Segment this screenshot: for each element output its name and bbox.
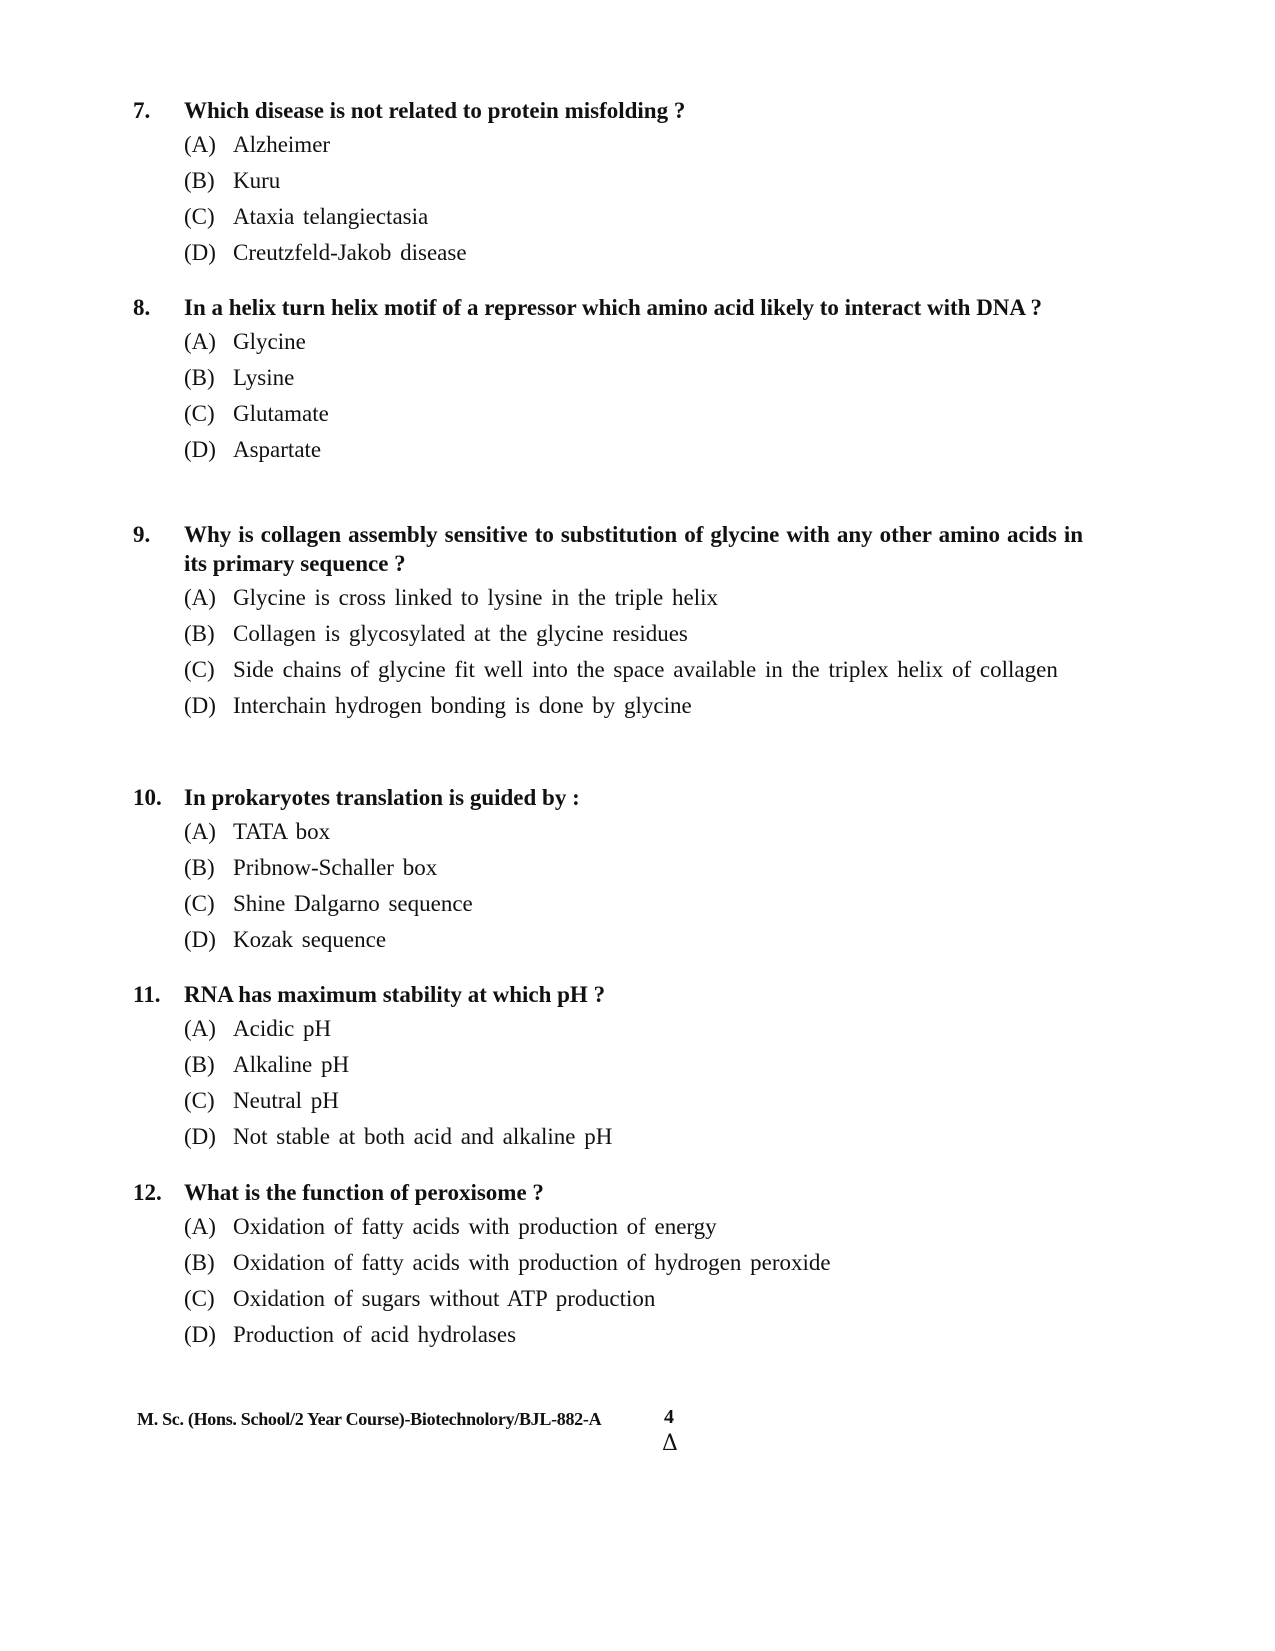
option-text: Side chains of glycine fit well into the space available in the triplex helix of collagen bbox=[233, 657, 1058, 682]
option-c bbox=[184, 399, 1083, 429]
option-text: Oxidation of fatty acids with production of energy bbox=[233, 1214, 717, 1239]
option-a bbox=[184, 817, 1083, 847]
option-d bbox=[184, 435, 1083, 465]
option-text: Oxidation of fatty acids with production of hydrogen peroxide bbox=[233, 1250, 831, 1275]
option-label: (A) bbox=[184, 1016, 216, 1041]
option-label: (D) bbox=[184, 1322, 216, 1347]
question-number: 8. bbox=[133, 295, 151, 320]
question-number: 10. bbox=[133, 785, 162, 810]
option-label: (B) bbox=[184, 168, 215, 193]
option-b bbox=[184, 853, 1083, 883]
question-10 bbox=[133, 783, 1083, 961]
question-number: 11. bbox=[133, 982, 161, 1007]
option-b bbox=[184, 619, 1083, 649]
question-12 bbox=[133, 1178, 1083, 1356]
question-11 bbox=[133, 980, 1083, 1158]
option-label: (A) bbox=[184, 329, 216, 354]
option-text: TATA box bbox=[233, 819, 331, 844]
option-text: Glycine is cross linked to lysine in the triple helix bbox=[233, 585, 719, 610]
option-label: (C) bbox=[184, 657, 215, 682]
option-label: (D) bbox=[184, 927, 216, 952]
option-text: Not stable at both acid and alkaline pH bbox=[233, 1124, 613, 1149]
option-d bbox=[184, 1122, 1083, 1152]
option-text: Shine Dalgarno sequence bbox=[233, 891, 473, 916]
option-text: Production of acid hydrolases bbox=[233, 1322, 517, 1347]
option-c bbox=[184, 889, 1083, 919]
option-label: (C) bbox=[184, 204, 215, 229]
option-b bbox=[184, 166, 1083, 196]
option-label: (D) bbox=[184, 240, 216, 265]
option-text: Kozak sequence bbox=[233, 927, 387, 952]
question-heading bbox=[133, 96, 1083, 125]
option-label: (D) bbox=[184, 693, 216, 718]
question-text: In a helix turn helix motif of a repressor which amino acid likely to interact with DNA ? bbox=[184, 295, 1043, 320]
option-a bbox=[184, 327, 1083, 357]
option-a bbox=[184, 1014, 1083, 1044]
option-text: Neutral pH bbox=[233, 1088, 339, 1113]
option-text: Interchain hydrogen bonding is done by glycine bbox=[233, 693, 692, 718]
option-label: (B) bbox=[184, 855, 215, 880]
option-a bbox=[184, 130, 1083, 160]
option-label: (C) bbox=[184, 1286, 215, 1311]
option-text: Kuru bbox=[233, 168, 281, 193]
option-text: Ataxia telangiectasia bbox=[233, 204, 429, 229]
option-list bbox=[184, 583, 1083, 721]
option-b bbox=[184, 1050, 1083, 1080]
option-label: (B) bbox=[184, 1250, 215, 1275]
question-text: Which disease is not related to protein misfolding ? bbox=[184, 98, 686, 123]
question-heading bbox=[133, 783, 1083, 812]
option-a bbox=[184, 583, 1083, 613]
option-label: (B) bbox=[184, 1052, 215, 1077]
option-c bbox=[184, 1284, 1083, 1314]
option-d bbox=[184, 1320, 1083, 1350]
option-b bbox=[184, 363, 1083, 393]
question-heading bbox=[133, 293, 1083, 322]
option-d bbox=[184, 238, 1083, 268]
option-label: (B) bbox=[184, 621, 215, 646]
question-number: 9. bbox=[133, 522, 151, 547]
question-number: 7. bbox=[133, 98, 151, 123]
option-c bbox=[184, 202, 1083, 232]
option-text: Alzheimer bbox=[233, 132, 331, 157]
question-text: Why is collagen assembly sensitive to substitution of glycine with any other amino acids in its primary sequence ? bbox=[184, 522, 1083, 576]
option-c bbox=[184, 1086, 1083, 1116]
option-text: Glutamate bbox=[233, 401, 329, 426]
option-list bbox=[184, 327, 1083, 465]
question-text: In prokaryotes translation is guided by : bbox=[184, 785, 580, 810]
option-label: (B) bbox=[184, 365, 215, 390]
option-list bbox=[184, 1212, 1083, 1350]
option-label: (A) bbox=[184, 1214, 216, 1239]
question-heading bbox=[133, 520, 1083, 578]
course-footer: M. Sc. (Hons. School/2 Year Course)-Biotechnolory/BJL-882-A bbox=[137, 1409, 602, 1429]
option-list bbox=[184, 817, 1083, 955]
option-text: Pribnow-Schaller box bbox=[233, 855, 438, 880]
question-heading bbox=[133, 1178, 1083, 1207]
option-text: Collagen is glycosylated at the glycine residues bbox=[233, 621, 688, 646]
option-text: Acidic pH bbox=[233, 1016, 332, 1041]
page-number: 4 bbox=[664, 1406, 674, 1428]
question-number: 12. bbox=[133, 1180, 162, 1205]
option-b bbox=[184, 1248, 1083, 1278]
delta-symbol: Δ bbox=[662, 1431, 678, 1456]
question-8 bbox=[133, 293, 1083, 471]
option-text: Oxidation of sugars without ATP production bbox=[233, 1286, 656, 1311]
option-label: (A) bbox=[184, 132, 216, 157]
option-label: (C) bbox=[184, 1088, 215, 1113]
option-label: (D) bbox=[184, 1124, 216, 1149]
option-text: Alkaline pH bbox=[233, 1052, 350, 1077]
option-label: (D) bbox=[184, 437, 216, 462]
option-text: Glycine bbox=[233, 329, 306, 354]
question-7 bbox=[133, 96, 1083, 274]
question-heading bbox=[133, 980, 1083, 1009]
question-text: RNA has maximum stability at which pH ? bbox=[184, 982, 606, 1007]
option-text: Lysine bbox=[233, 365, 295, 390]
option-label: (A) bbox=[184, 585, 216, 610]
option-list bbox=[184, 130, 1083, 268]
option-d bbox=[184, 691, 1083, 721]
option-label: (A) bbox=[184, 819, 216, 844]
option-label: (C) bbox=[184, 891, 215, 916]
question-9 bbox=[133, 520, 1083, 727]
option-c bbox=[184, 655, 1083, 685]
option-d bbox=[184, 925, 1083, 955]
option-list bbox=[184, 1014, 1083, 1152]
option-a bbox=[184, 1212, 1083, 1242]
option-text: Aspartate bbox=[233, 437, 322, 462]
question-text: What is the function of peroxisome ? bbox=[184, 1180, 544, 1205]
option-label: (C) bbox=[184, 401, 215, 426]
option-text: Creutzfeld-Jakob disease bbox=[233, 240, 467, 265]
